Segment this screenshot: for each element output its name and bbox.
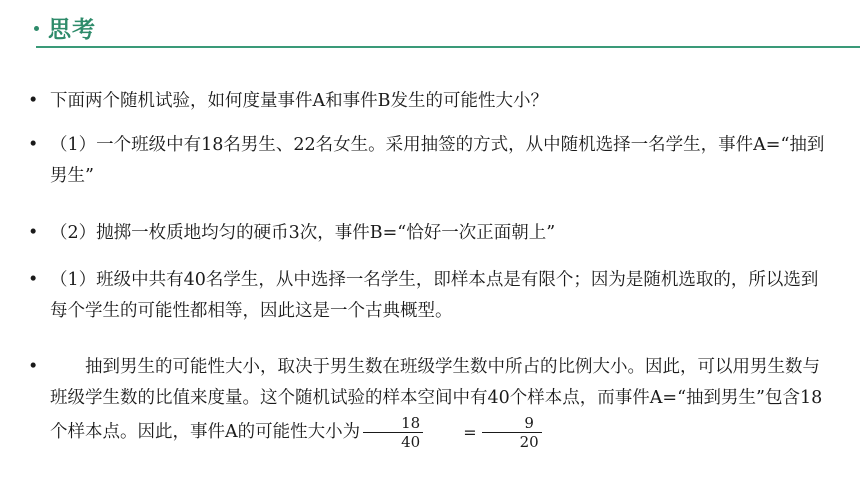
bullet-item-4 xyxy=(28,265,838,327)
bullet-marker: • xyxy=(28,357,39,377)
slide-title: 思考 xyxy=(48,17,96,43)
slide-header xyxy=(0,0,860,48)
bullet-item-2 xyxy=(28,130,838,192)
bullet-marker: • xyxy=(28,91,39,111)
bullet-item-1 xyxy=(28,86,838,117)
equals-sign: = xyxy=(463,423,477,442)
bullet-item-3 xyxy=(28,218,838,249)
bullet-item-5 xyxy=(28,352,838,451)
bullet-marker: • xyxy=(28,270,39,290)
bullet-marker: • xyxy=(28,223,39,243)
bullet-paragraph xyxy=(50,352,832,451)
title-bullet-dot xyxy=(34,26,39,31)
fraction-denominator: 40 xyxy=(401,433,421,451)
bullet-marker: • xyxy=(28,135,39,155)
bullet-text: 抽到男生的可能性大小，取决于男生数在班级学生数中所占的比例大小。因此，可以用男生数与班级学生数的比值来度量。这个随机试验的样本空间中有40个样本点，而事件A=“抽到男生”包含18个样本点。因此，事件A的可能性大小为 xyxy=(50,357,823,442)
fraction-18-40 xyxy=(363,414,423,451)
bullet-text: （2）抛掷一枚质地均匀的硬币3次，事件B=“恰好一次正面朝上” xyxy=(50,223,556,243)
bullet-text: （1）一个班级中有18名男生、22名女生。采用抽签的方式，从中随机选择一名学生，事件A=“抽到男生” xyxy=(50,135,825,186)
fraction-numerator: 18 xyxy=(363,414,423,433)
fraction-denominator: 20 xyxy=(519,433,539,451)
header-divider xyxy=(36,46,860,48)
fraction-numerator: 9 xyxy=(482,414,542,433)
fraction-9-20 xyxy=(482,414,542,451)
bullet-text: （1）班级中共有40名学生，从中选择一名学生，即样本点是有限个；因为是随机选取的，所以选到每个学生的可能性都相等，因此这是一个古典概型。 xyxy=(50,270,819,321)
bullet-text: 下面两个随机试验，如何度量事件A和事件B发生的可能性大小？ xyxy=(50,91,548,111)
